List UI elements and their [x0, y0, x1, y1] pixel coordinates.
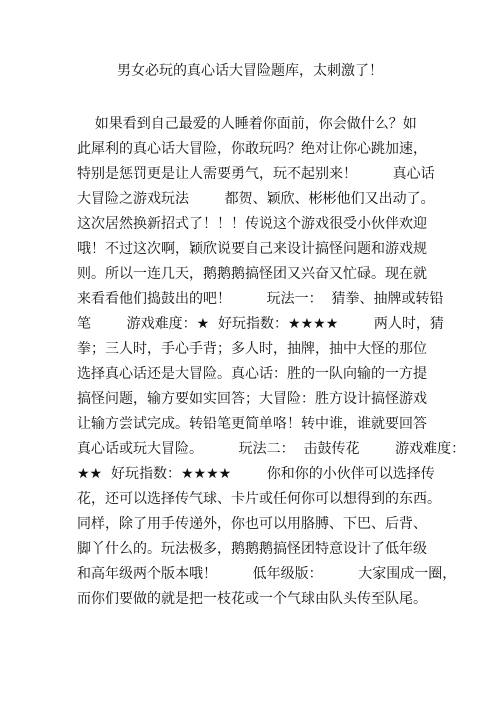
body-line: 和高年级两个版本哦！ 低年级版： 大家围成一圈， — [77, 566, 457, 582]
body-line: 让输方尝试完成。转铅笔更简单咯！转中谁，谁就要回答 — [77, 416, 427, 432]
body-line: 大冒险之游戏玩法 都贺、颖欣、彬彬他们又出动了。 — [77, 191, 435, 207]
body-line: 拳；三人时，手心手背；多人时，抽牌，抽中大怪的那位 — [77, 341, 427, 357]
body-line: 搞怪问题，输方要如实回答；大冒险：胜方设计搞怪游戏 — [77, 391, 427, 407]
document-title: 男女必玩的真心话大冒险题库，太刺激了！ — [117, 63, 383, 79]
body-line: 特别是惩罚更是让人需要勇气，玩不起别来！ 真心话 — [77, 166, 435, 182]
body-line: 这次居然换新招式了！！！传说这个游戏很受小伙伴欢迎 — [77, 216, 427, 232]
body-line: 而你们要做的就是把一枝花或一个气球由队头传至队尾。 — [77, 591, 427, 607]
body-line: 哦！不过这次啊，颖欣说要自己来设计搞怪问题和游戏规 — [77, 241, 427, 257]
body-line: 选择真心话还是大冒险。真心话：胜的一队向输的一方提 — [77, 366, 427, 382]
body-line: 真心话或玩大冒险。 玩法二： 击鼓传花 游戏难度： — [77, 441, 466, 457]
body-line: 来看看他们捣鼓出的吧！ 玩法一： 猜拳、抽牌或转铅 — [77, 291, 444, 307]
body-line: 此犀利的真心话大冒险，你敢玩吗？绝对让你心跳加速， — [77, 141, 427, 157]
body-line: 脚丫什么的。玩法极多，鹅鹅鹅搞怪团特意设计了低年级 — [77, 541, 427, 557]
body-line: ★★ 好玩指数：★★★★ 你和你的小伙伴可以选择传 — [77, 466, 435, 482]
body-line: 花，还可以选择传气球、卡片或任何你可以想得到的东西。 — [77, 491, 441, 507]
document-body — [77, 112, 466, 612]
body-line: 则。所以一连几天，鹅鹅鹅搞怪团又兴奋又忙碌。现在就 — [77, 266, 427, 282]
body-line: 笔 游戏难度：★ 好玩指数：★★★★ 两人时，猜 — [77, 316, 444, 332]
body-line: 同样，除了用手传递外，你也可以用胳膊、下巴、后背、 — [77, 516, 427, 532]
body-line: 如果看到自己最爱的人睡着你面前，你会做什么？如 — [77, 116, 417, 132]
